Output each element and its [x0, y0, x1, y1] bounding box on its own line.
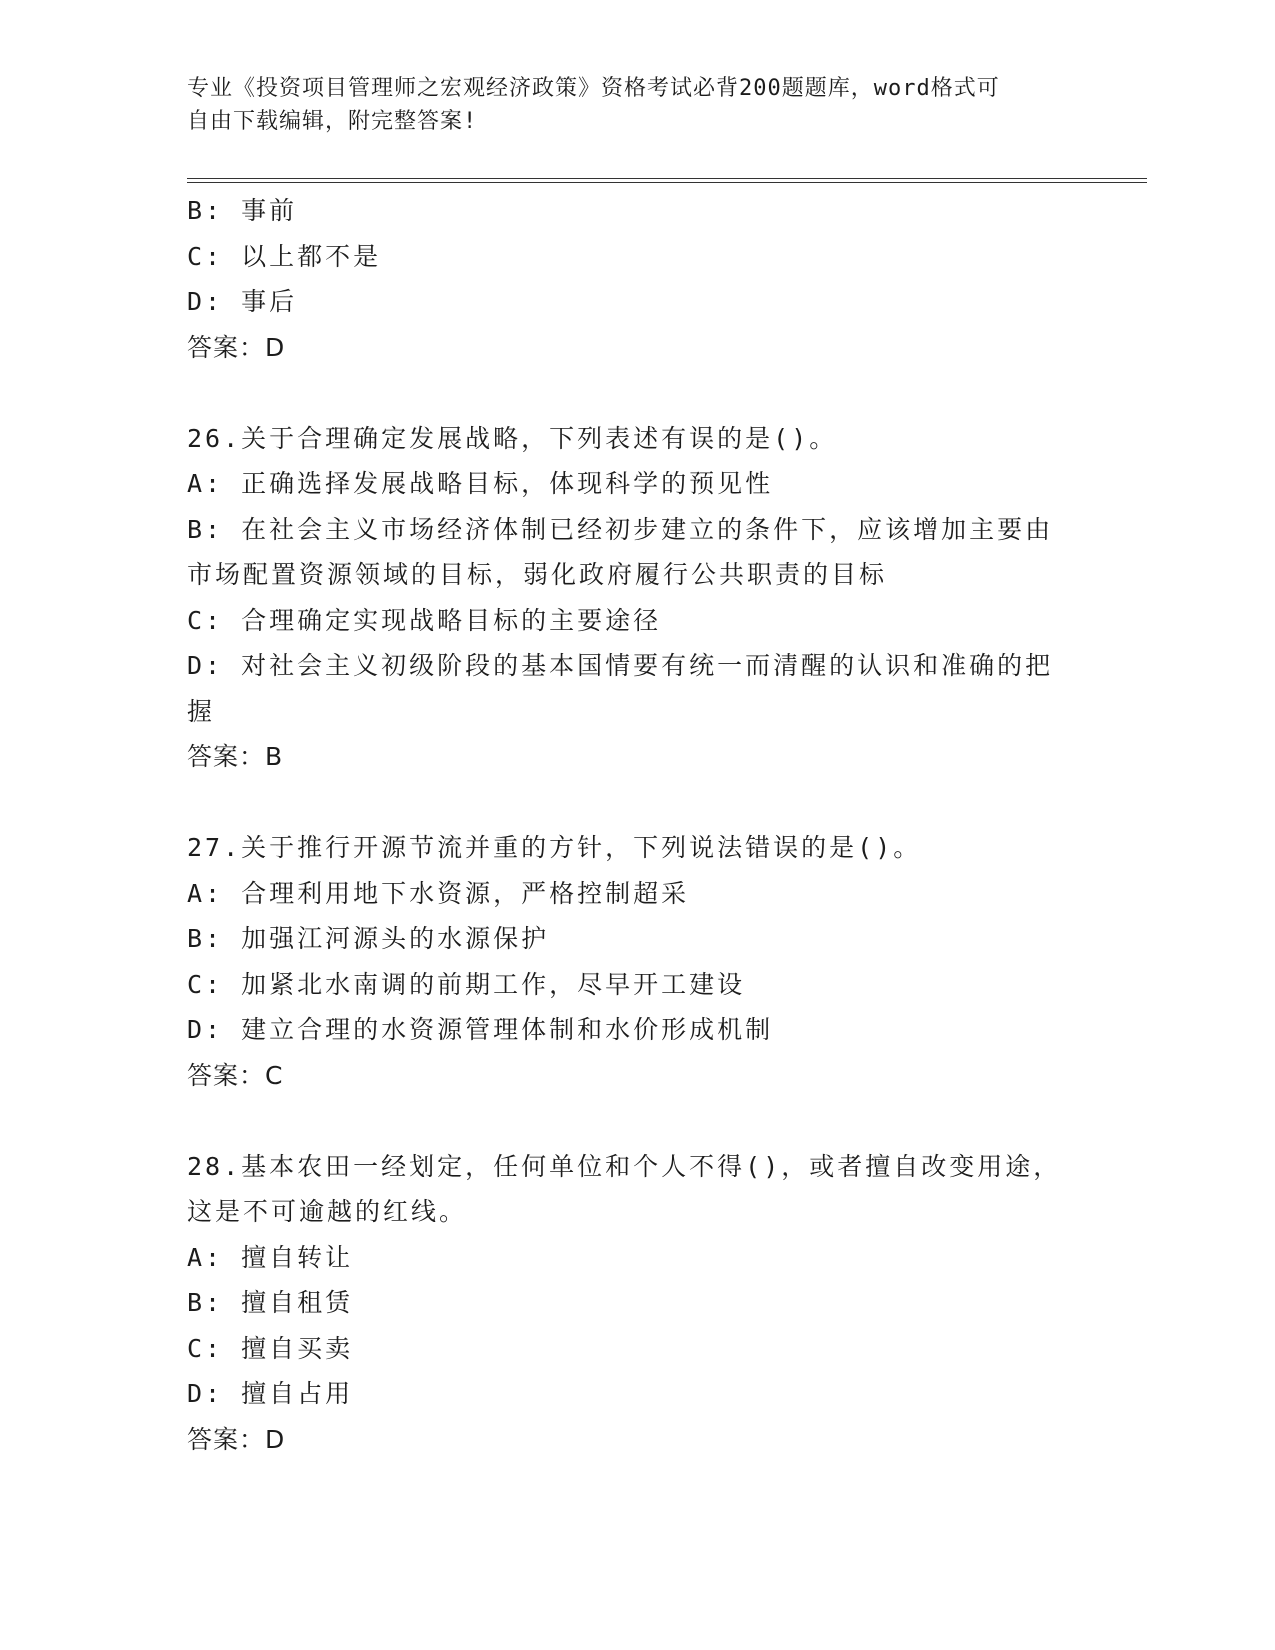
option-d: D: 对社会主义初级阶段的基本国情要有统一而清醒的认识和准确的把	[187, 651, 1054, 680]
option-a: A: 正确选择发展战略目标，体现科学的预见性	[187, 469, 774, 498]
question-27	[187, 825, 1067, 1098]
option-d: D: 建立合理的水资源管理体制和水价形成机制	[187, 1015, 774, 1044]
question-stem: 26.关于合理确定发展战略，下列表述有误的是()。	[187, 423, 838, 453]
question-26	[187, 416, 1067, 780]
option-c: C: 合理确定实现战略目标的主要途径	[187, 605, 662, 635]
option-b-continued: 市场配置资源领域的目标，弱化政府履行公共职责的目标	[187, 560, 888, 589]
document-header	[187, 72, 1087, 138]
header-line-1: 专业《投资项目管理师之宏观经济政策》资格考试必背200题题库，word格式可	[187, 76, 1000, 101]
question-25-tail	[187, 188, 1067, 370]
question-stem: 28.基本农田一经划定，任何单位和个人不得()，或者擅自改变用途，	[187, 1151, 1062, 1181]
answer: 答案：B	[187, 742, 284, 771]
option-b: B: 加强江河源头的水源保护	[187, 924, 550, 953]
option-a: A: 擅自转让	[187, 1242, 354, 1272]
question-list	[187, 188, 1067, 1462]
question-stem: 27.关于推行开源节流并重的方针，下列说法错误的是()。	[187, 833, 922, 862]
option-b: B: 在社会主义市场经济体制已经初步建立的条件下，应该增加主要由	[187, 514, 1054, 544]
option-c: C: 以上都不是	[187, 241, 382, 271]
answer: 答案：D	[187, 332, 286, 362]
answer: 答案：D	[187, 1424, 286, 1454]
option-b: B: 事前	[187, 196, 298, 225]
option-d: D: 擅自占用	[187, 1379, 354, 1408]
question-28	[187, 1144, 1067, 1463]
question-stem-continued: 这是不可逾越的红线。	[187, 1197, 468, 1226]
option-d-continued: 握	[187, 696, 216, 726]
option-a: A: 合理利用地下水资源，严格控制超采	[187, 878, 690, 908]
answer: 答案：C	[187, 1060, 284, 1090]
header-divider-top	[187, 178, 1147, 179]
option-c: C: 擅自买卖	[187, 1333, 354, 1363]
option-c: C: 加紧北水南调的前期工作，尽早开工建设	[187, 969, 746, 999]
option-b: B: 擅自租赁	[187, 1288, 354, 1317]
header-line-2: 自由下载编辑，附完整答案!	[187, 109, 478, 134]
header-divider-bottom	[187, 182, 1147, 183]
option-d: D: 事后	[187, 287, 298, 316]
